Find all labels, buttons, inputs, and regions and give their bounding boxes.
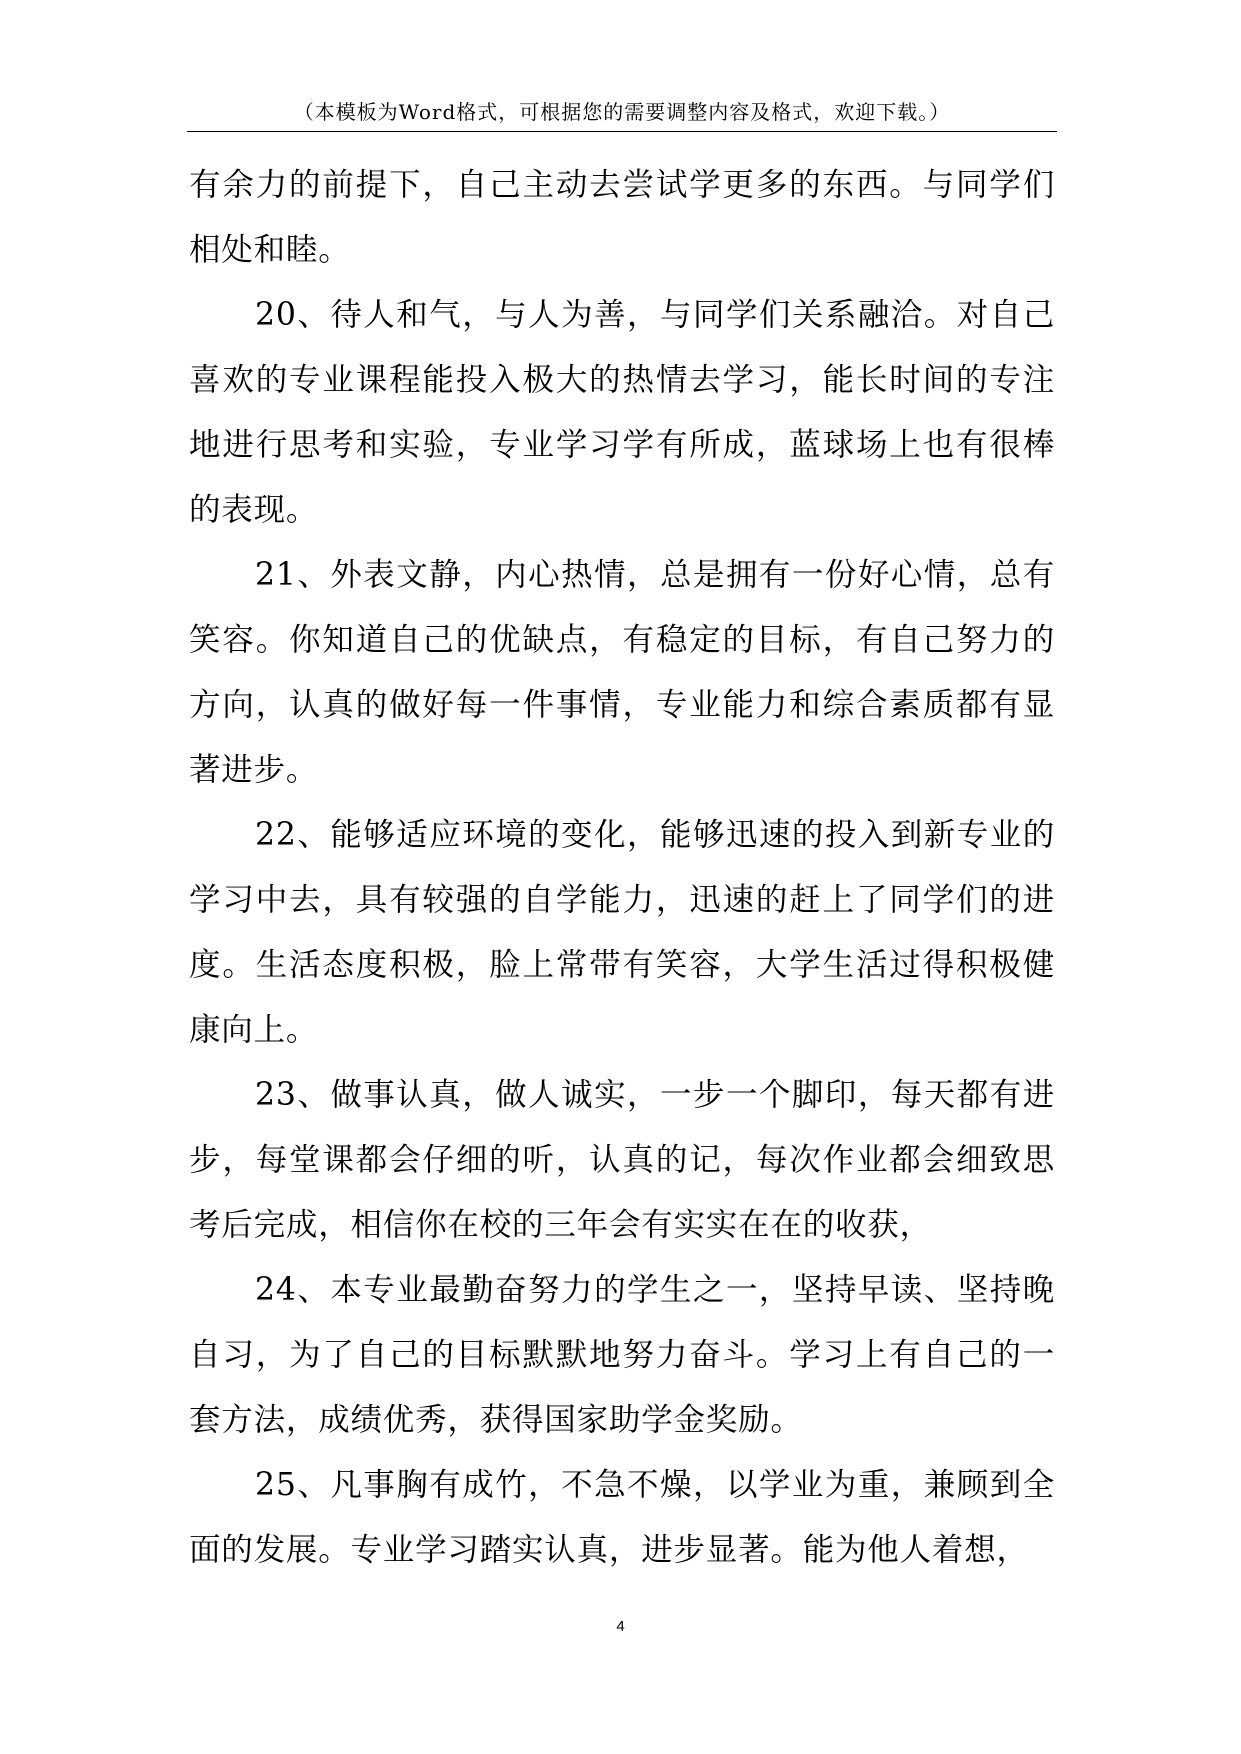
page-number: 4 xyxy=(616,1618,625,1635)
template-notice-header: （本模板为Word格式，可根据您的需要调整内容及格式，欢迎下载。） xyxy=(293,100,951,124)
paragraph-item-25: 25、凡事胸有成竹，不急不燥，以学业为重，兼顾到全面的发展。专业学习踏实认真，进步显著。能为他人着想， xyxy=(189,1467,1055,1568)
paragraph-item-21: 21、外表文静，内心热情，总是拥有一份好心情，总有笑容。你知道自己的优缺点，有稳定的目标，有自己努力的方向，认真的做好每一件事情，专业能力和综合素质都有显著进步。 xyxy=(189,557,1055,788)
paragraph-item-22: 22、能够适应环境的变化，能够迅速的投入到新专业的学习中去，具有较强的自学能力，迅速的赶上了同学们的进度。生活态度积极，脸上常带有笑容，大学生活过得积极健康向上。 xyxy=(189,817,1055,1048)
paragraph-item-20: 20、待人和气，与人为善，与同学们关系融洽。对自己喜欢的专业课程能投入极大的热情去学习，能长时间的专注地进行思考和实验，专业学习学有所成，蓝球场上也有很棒的表现。 xyxy=(189,297,1055,528)
document-body xyxy=(189,153,1055,1583)
paragraph-item-24: 24、本专业最勤奋努力的学生之一，坚持早读、坚持晚自习，为了自己的目标默默地努力奋斗。学习上有自己的一套方法，成绩优秀，获得国家助学金奖励。 xyxy=(189,1272,1055,1438)
paragraph-item-23: 23、做事认真，做人诚实，一步一个脚印，每天都有进步，每堂课都会仔细的听，认真的记，每次作业都会细致思考后完成，相信你在校的三年会有实实在在的收获， xyxy=(189,1077,1055,1243)
header-divider xyxy=(187,131,1057,132)
paragraph-continuation: 有余力的前提下，自己主动去尝试学更多的东西。与同学们相处和睦。 xyxy=(189,167,1055,268)
